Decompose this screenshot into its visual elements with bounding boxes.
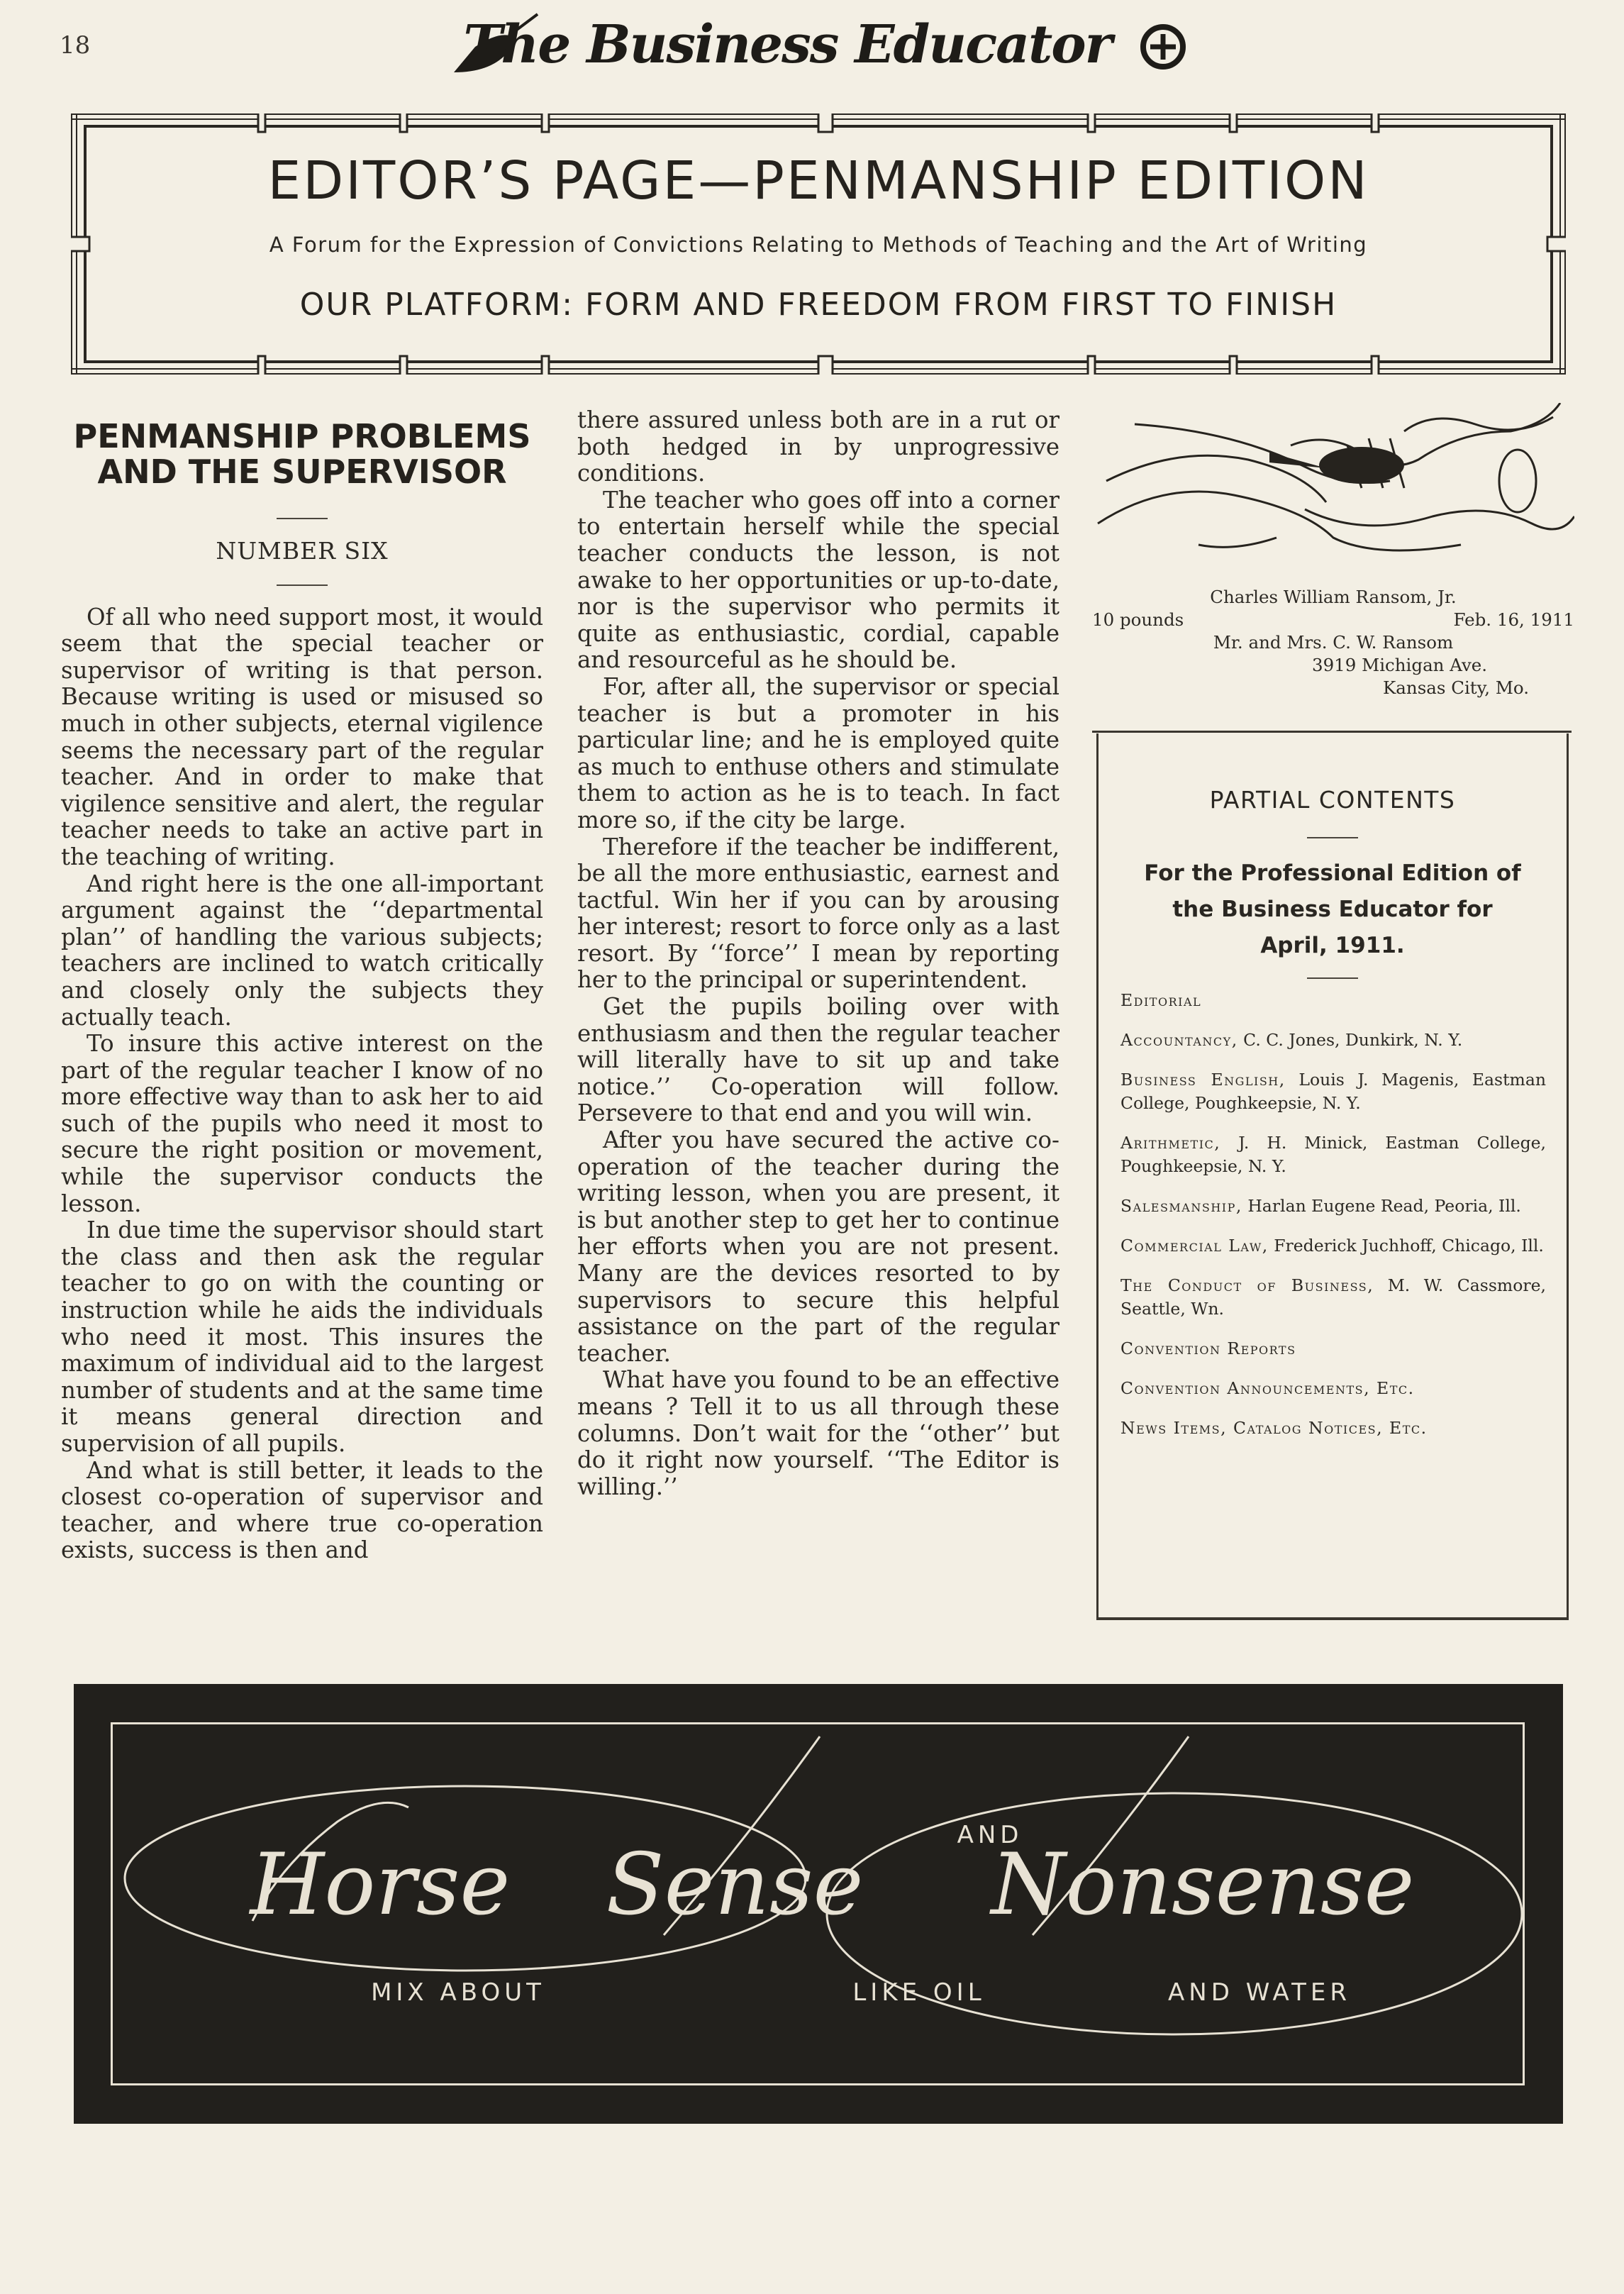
- item-heading: Arithmetic,: [1120, 1133, 1221, 1153]
- article-column-2: [577, 407, 1060, 1500]
- birth-weight: 10 pounds: [1092, 609, 1184, 630]
- editors-page-title: EDITOR’S PAGE—PENMANSHIP EDITION: [267, 150, 1369, 211]
- paragraph: there assured unless both are in a rut or both hedged in by unprogressive conditions.: [577, 406, 1060, 487]
- item-heading: Business English,: [1120, 1070, 1286, 1090]
- masthead: [454, 4, 1198, 89]
- banner-and-water: AND WATER: [1168, 1978, 1351, 2007]
- item-heading: Editorial: [1120, 990, 1202, 1010]
- list-item: [1120, 1195, 1546, 1218]
- list-item: [1120, 1417, 1546, 1440]
- paragraph: The teacher who goes off into a corner to entertain herself while the special teacher conducts the lesson, is not awake to her opportunities or up-to-date, nor is the supervisor who permits it quite as enthusiastic, cordial, capable and resourceful as he should be.: [577, 486, 1060, 674]
- list-item: [1120, 1234, 1546, 1258]
- item-heading: Accountancy,: [1120, 1030, 1238, 1050]
- partial-contents-title: PARTIAL CONTENTS: [1209, 786, 1456, 814]
- item-detail: Frederick Juchhoff, Chicago, Ill.: [1274, 1236, 1544, 1256]
- parents-city: Kansas City, Mo.: [1383, 677, 1530, 698]
- item-heading: Convention Reports: [1120, 1339, 1296, 1358]
- list-item: [1120, 1377, 1546, 1400]
- article-title: [61, 419, 543, 489]
- item-detail: Harlan Eugene Read, Peoria, Ill.: [1247, 1196, 1521, 1216]
- paragraph: Of all who need support most, it would seem that the special teacher or supervisor of writing is that person. Because writing is used or misused so much in other subjects, eternal vigilence seems the necessary part of the regular teacher. And in order to make that vigilence sensitive and alert, the regular teacher needs to take an active part in the teaching of writing.: [61, 603, 543, 870]
- item-heading: Convention Announcements, Etc.: [1120, 1378, 1415, 1398]
- edition-line-3: April, 1911.: [1260, 933, 1405, 958]
- item-detail: M. W. Cassmore, Seattle, Wn.: [1120, 1275, 1546, 1319]
- paragraph: For, after all, the supervisor or special teacher is but a promoter in his particular line; and he is employed quite as much to enthuse others and stimulate them to action as he is to teach. In fact more so, if the city be large.: [577, 672, 1060, 833]
- list-item: [1120, 1274, 1546, 1321]
- banner-mix-about: MIX ABOUT: [371, 1978, 545, 2007]
- paragraph: And what is still better, it leads to the closest co-operation of supervisor and teacher, and where true co-operation exists, success is then and: [61, 1456, 543, 1564]
- list-item: [1120, 1131, 1546, 1178]
- script-horse: Horse: [250, 1836, 511, 1934]
- paragraph: Therefore if the teacher be indifferent, be all the more enthusiastic, earnest and tactful. Win her if you can by arousing her interest; resort to force only as a last resort. By ‘‘force’’ I mean by reporting her to the principal or superintendent.: [577, 833, 1060, 994]
- stork-flourish-illustration: [1092, 403, 1574, 573]
- parents-street: 3919 Michigan Ave.: [1312, 655, 1488, 675]
- item-detail: C. C. Jones, Dunkirk, N. Y.: [1243, 1030, 1463, 1050]
- birth-notice: [1092, 586, 1574, 699]
- partial-contents-edition: [1111, 855, 1555, 964]
- contents-list: [1120, 989, 1546, 1456]
- banner-lettering: [111, 1722, 1525, 2085]
- divider: [277, 584, 328, 586]
- paragraph: What have you found to be an effective means ? Tell it to us all through these columns. Don’t wait for the ‘‘other’’ but do it right now yourself. ‘‘The Editor is willing.’’: [577, 1366, 1060, 1500]
- birth-date: Feb. 16, 1911: [1453, 609, 1574, 630]
- item-heading: Salesmanship,: [1120, 1196, 1242, 1216]
- script-nonsense: Nonsense: [991, 1836, 1415, 1934]
- divider: [277, 518, 328, 519]
- paragraph: In due time the supervisor should start the class and then ask the regular teacher to go on with the counting or instruction while he aids the individuals who need it most. This insures the maximum of individual aid to the largest number of students and at the same time it means general direction and supervision of all pupils.: [61, 1217, 543, 1457]
- article-column-1: [61, 419, 543, 1564]
- paragraph: After you have secured the active co-operation of the teacher during the writing lesson, when you are present, it is but another step to get her to continue her efforts when you are not present. Many are the devices resorted to by supervisors to secure this helpful assistance on the part of the regular teacher.: [577, 1126, 1060, 1367]
- forum-subtitle: A Forum for the Expression of Convictions Relating to Methods of Teaching and the Art of Writing: [269, 233, 1368, 257]
- platform-line: OUR PLATFORM: FORM AND FREEDOM FROM FIRST TO FINISH: [299, 287, 1337, 323]
- item-heading: The Conduct of Business,: [1120, 1275, 1374, 1295]
- list-item: [1120, 1068, 1546, 1115]
- emblem-icon: [1143, 27, 1183, 67]
- article-title-line-1: PENMANSHIP PROBLEMS: [73, 417, 531, 455]
- divider: [1307, 837, 1358, 838]
- divider: [1307, 977, 1358, 979]
- script-sense: Sense: [606, 1836, 864, 1934]
- item-detail: J. H. Minick, Eastman College, Poughkeepsie, N. Y.: [1120, 1133, 1546, 1176]
- contents-top-rule: [1092, 731, 1572, 733]
- article-subtitle: NUMBER SIX: [216, 537, 389, 565]
- list-item: [1120, 1337, 1546, 1361]
- parents-name: Mr. and Mrs. C. W. Ransom: [1213, 632, 1454, 653]
- paragraph: Get the pupils boiling over with enthusiasm and then the regular teacher will literally have to sit up and take notice.’’ Co-operation will follow. Persevere to that end and you will win.: [577, 993, 1060, 1127]
- banner-like-oil: LIKE OIL: [852, 1978, 986, 2007]
- article-title-line-2: AND THE SUPERVISOR: [97, 453, 507, 491]
- item-heading: News Items, Catalog Notices, Etc.: [1120, 1418, 1428, 1438]
- list-item: [1120, 989, 1546, 1012]
- item-detail: Louis J. Magenis, Eastman College, Poughkeepsie, N. Y.: [1120, 1070, 1546, 1113]
- page-number: 18: [60, 31, 91, 60]
- edition-line-2: the Business Educator for: [1172, 897, 1493, 922]
- paragraph: And right here is the one all-important argument against the ‘‘departmental plan’’ of handling the various subjects; teachers are inclined to watch critically and closely only the subjects they actually teach.: [61, 870, 543, 1031]
- baby-name: Charles William Ransom, Jr.: [1210, 587, 1457, 607]
- item-heading: Commercial Law,: [1120, 1236, 1269, 1256]
- masthead-title: The Business Educator: [463, 14, 1111, 75]
- list-item: [1120, 1029, 1546, 1052]
- edition-line-1: For the Professional Edition of: [1144, 860, 1521, 886]
- banner-and: AND: [957, 1821, 1023, 1849]
- paragraph: To insure this active interest on the part of the regular teacher I know of no more effective way than to ask her to aid such of the pupils who need it most to secure the right position or movement, while the supervisor conducts the lesson.: [61, 1030, 543, 1217]
